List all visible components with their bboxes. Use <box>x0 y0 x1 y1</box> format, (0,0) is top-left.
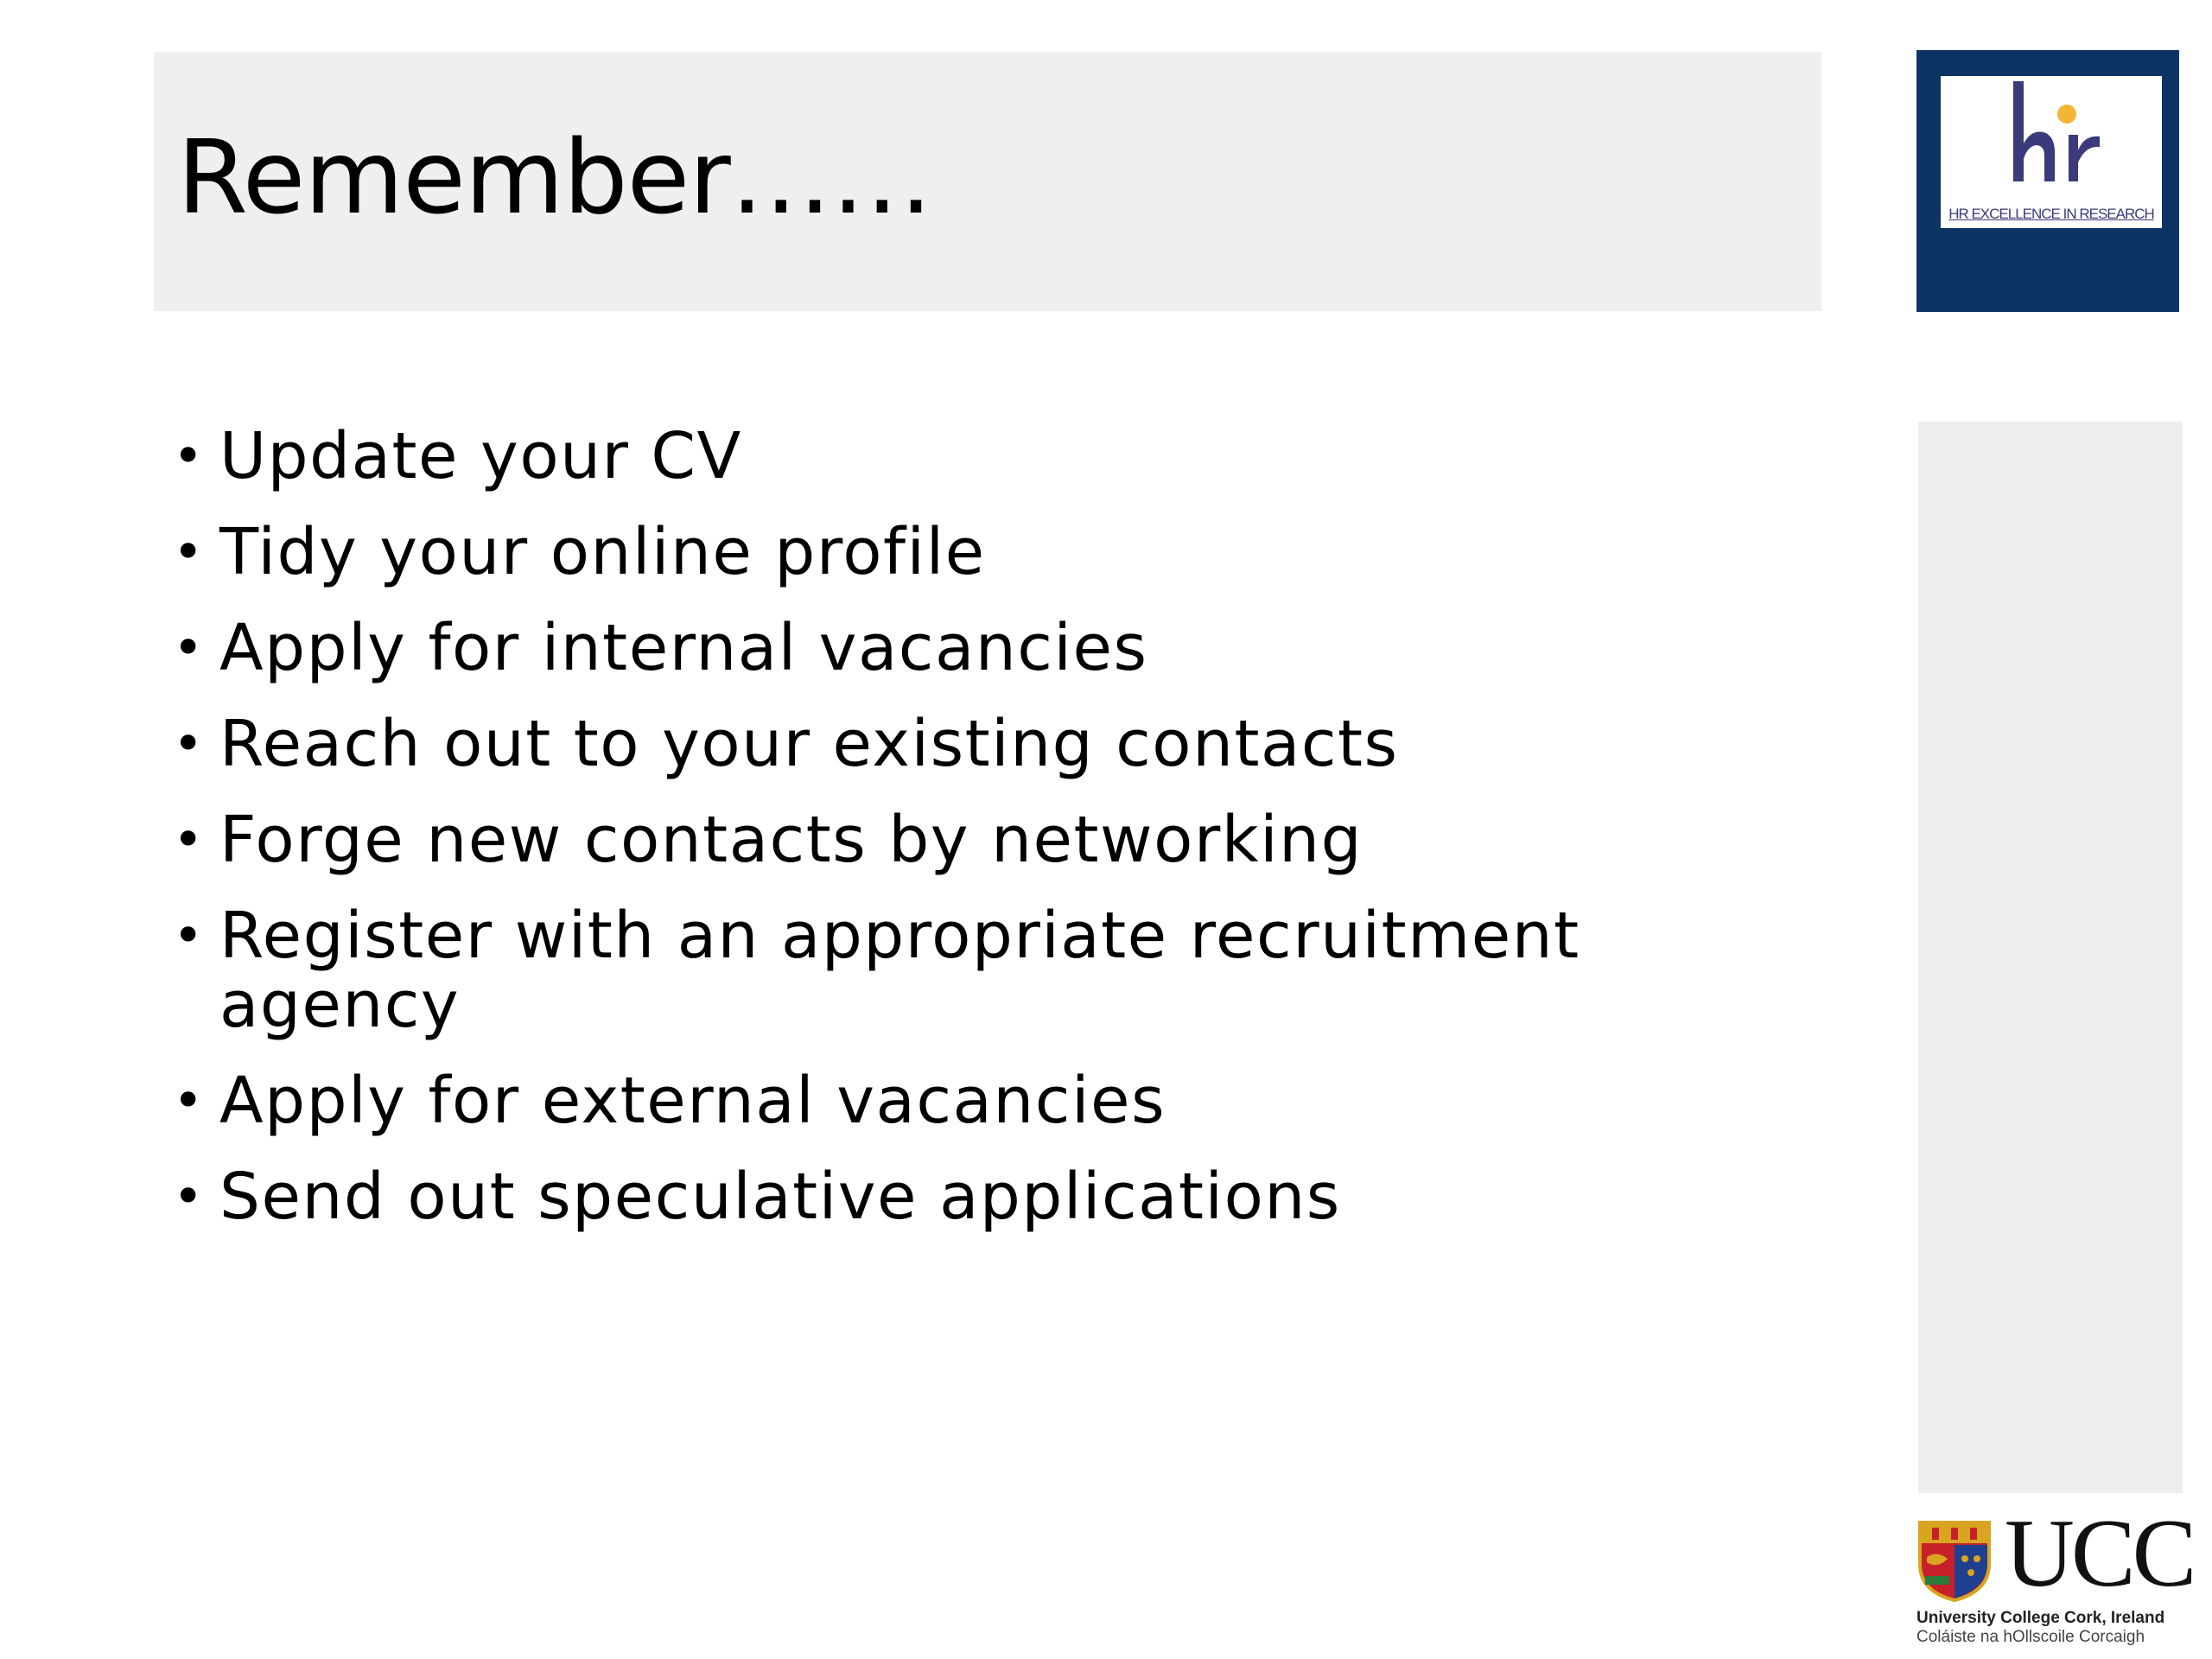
ucc-english-name: University College Cork, Ireland <box>1916 1609 2165 1627</box>
hr-logo-panel <box>1941 76 2162 228</box>
ucc-wordmark: UCC <box>2005 1500 2194 1607</box>
bullet-item: • Forge new contacts by networking <box>173 805 1642 874</box>
ucc-irish-name: Coláiste na hOllscoile Corcaigh <box>1916 1628 2145 1646</box>
bullet-item: • Register with an appropriate recruitment agency <box>173 901 1642 1039</box>
bullet-item: • Send out speculative applications <box>173 1162 1642 1231</box>
side-panel <box>1918 422 2183 1493</box>
ucc-logo <box>1916 1500 2194 1650</box>
hr-logo-caption: HR EXCELLENCE IN RESEARCH <box>1948 206 2154 222</box>
bullet-item: • Apply for external vacancies <box>173 1066 1642 1135</box>
slide-title: Remember…… <box>177 118 932 237</box>
bullet-item: • Update your CV <box>173 422 1642 491</box>
hr-excellence-logo <box>1916 50 2179 312</box>
title-banner <box>154 52 1821 311</box>
bullet-item: • Apply for internal vacancies <box>173 613 1642 683</box>
bullet-list <box>173 419 1642 1258</box>
ucc-crest-icon <box>1916 1519 1993 1602</box>
bullet-item: • Reach out to your existing contacts <box>173 709 1642 779</box>
bullet-item: • Tidy your online profile <box>173 518 1642 587</box>
